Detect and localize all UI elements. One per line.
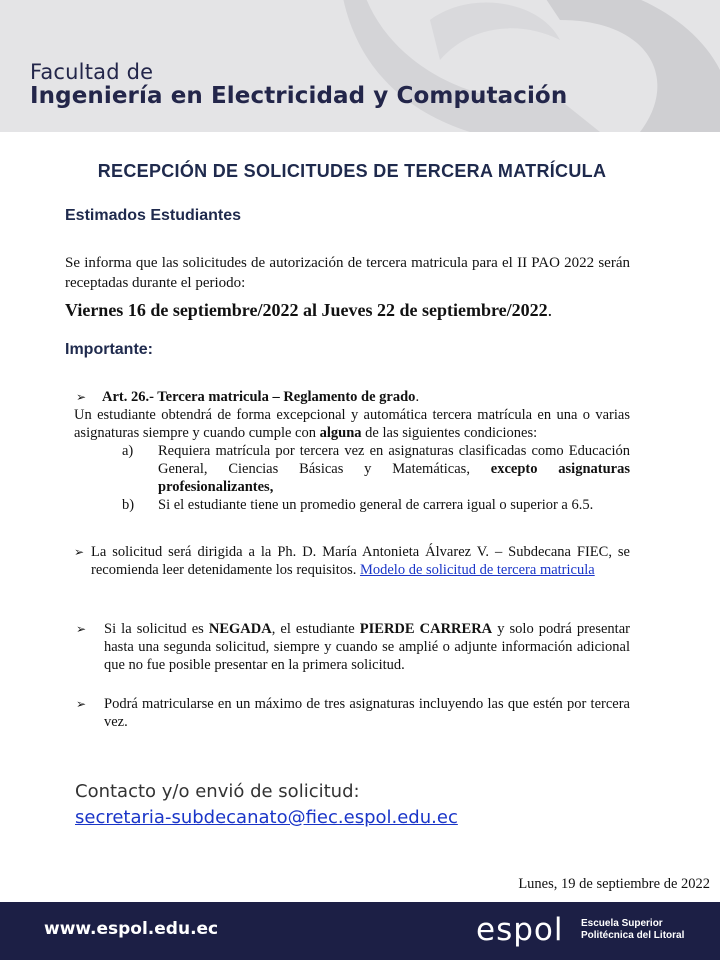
page-title: RECEPCIÓN DE SOLICITUDES DE TERCERA MATRÍCULA [97, 161, 607, 181]
arrow-bullet-icon: ➢ [76, 622, 87, 636]
submission-dates [65, 300, 552, 321]
article-title-end: . [415, 389, 420, 405]
max-subjects-item [74, 695, 630, 731]
article-body-1: Un estudiante obtendrá de forma excepcional y automática tercera matrícula en una o varias asignaturas siempre y cuando cumple con [74, 407, 630, 441]
dates-period: . [547, 300, 553, 320]
denied-text-3: y solo podrá presentar hasta una segunda solicitud, siempre y cuando se amplié o adjunte información adicional que no fue posible presentar en la primera solicitud. [104, 621, 630, 673]
request-text: La solicitud será dirigida a la Ph. D. María Antonieta Álvarez V. – Subdecana FIEC, se recomienda leer detenidamente los requisitos. [91, 544, 630, 578]
website-link[interactable]: www.espol.edu.ec [44, 919, 219, 939]
article-title-line [74, 388, 630, 406]
denied-bold-2: PIERDE CARRERA [359, 621, 493, 637]
condition-b-text: Si el estudiante tiene un promedio general de carrera igual o superior a 6.5. [158, 497, 594, 513]
important-heading: Importante: [65, 341, 153, 358]
article-body-2: de las siguientes condiciones: [361, 425, 538, 441]
header-banner [0, 0, 720, 132]
arrow-bullet-icon: ➢ [74, 545, 85, 559]
faculty-name-line2: Ingeniería en Electricidad y Computación [30, 83, 568, 109]
dates-text: Viernes 16 de septiembre/2022 al Jueves 22 de septiembre/2022 [65, 300, 548, 320]
arrow-bullet-icon: ➢ [76, 697, 87, 711]
denied-bullet-item [74, 620, 630, 674]
article-title: Art. 26.- Tercera matricula – Reglamento de grado [102, 389, 416, 405]
article-body [74, 406, 630, 442]
condition-b [74, 496, 630, 514]
condition-a-text: Requiera matrícula por tercera vez en asignaturas clasificadas como Educación General, Ciencias Básicas y Matemáticas, [158, 443, 630, 477]
condition-a-marker: a) [122, 443, 134, 459]
denied-text-2: , el estudiante [271, 621, 360, 637]
school-name-line2: Politécnica del Litoral [581, 930, 685, 941]
footer-bar [0, 902, 720, 960]
denied-bullet [74, 620, 630, 674]
denied-bold-1: NEGADA [208, 621, 272, 637]
intro-paragraph: Se informa que las solicitudes de autorización de tercera matricula para el II PAO 2022 serán receptadas durante el periodo: [65, 255, 630, 291]
condition-b-marker: b) [122, 497, 135, 513]
greeting: Estimados Estudiantes [65, 207, 242, 224]
request-bullet [74, 543, 630, 579]
request-model-link[interactable]: Modelo de solicitud de tercera matricula [359, 562, 595, 578]
article-block [74, 388, 630, 514]
denied-text-1: Si la solicitud es [104, 621, 209, 637]
arrow-bullet-icon: ➢ [76, 390, 87, 404]
article-body-bold: alguna [319, 425, 362, 441]
contact-email-link[interactable]: secretaria-subdecanato@fiec.espol.edu.ec [75, 807, 458, 828]
max-subjects-bullet [74, 695, 630, 731]
contact-label: Contacto y/o envió de solicitud: [75, 781, 360, 802]
request-bullet-item [74, 543, 630, 579]
condition-a-bold: excepto asignaturas profesionalizantes, [158, 461, 630, 495]
max-subjects-text: Podrá matricularse en un máximo de tres asignaturas incluyendo las que estén por tercera vez. [104, 696, 630, 730]
school-name [581, 918, 684, 942]
date-line: Lunes, 19 de septiembre de 2022 [518, 876, 710, 892]
condition-a [74, 442, 630, 496]
espol-logo: espol [476, 912, 564, 948]
school-name-line1: Escuela Superior [581, 918, 663, 929]
faculty-name-line1: Facultad de [30, 60, 154, 84]
